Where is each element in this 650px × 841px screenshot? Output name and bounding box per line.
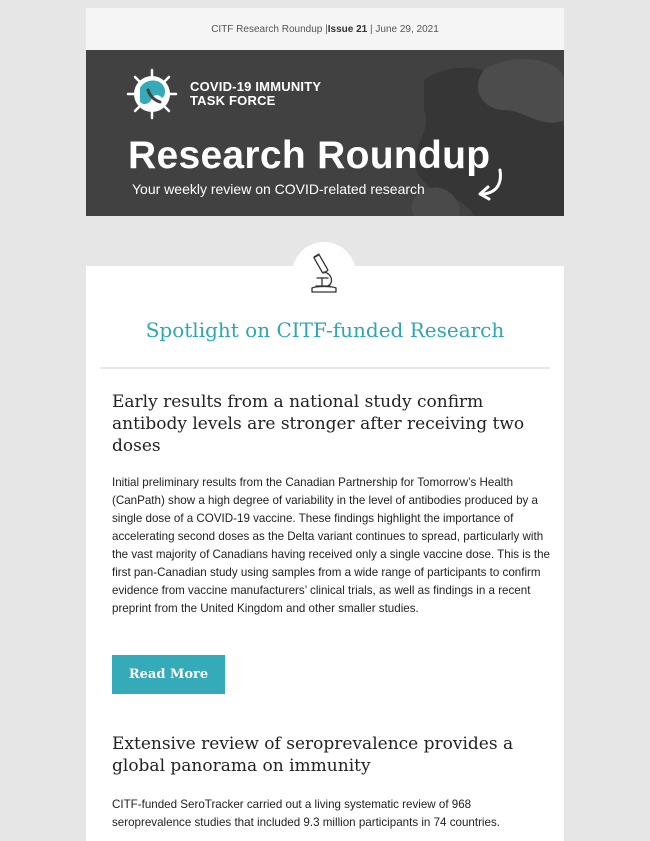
read-more-button[interactable]: Read More <box>112 655 225 694</box>
article-title-2[interactable]: Extensive review of seroprevalence provides a global panorama on immunity <box>112 734 514 776</box>
hero-title: Research Roundup <box>128 134 491 177</box>
microscope-icon <box>308 252 340 296</box>
curved-arrow-icon <box>472 168 508 202</box>
issue-number: Issue 21 <box>327 24 368 35</box>
hero-subtitle: Your weekly review on COVID-related research <box>132 181 425 197</box>
hero-banner <box>86 50 564 216</box>
issue-date: June 29, 2021 <box>375 24 439 35</box>
section-divider <box>100 367 550 369</box>
section-icon-badge <box>292 242 356 306</box>
newsletter-name: CITF Research Roundup <box>211 24 323 35</box>
organization-name: COVID-19 IMMUNITY TASK FORCE <box>190 79 322 108</box>
article-body-1: Initial preliminary results from the Canadian Partnership for Tomorrow’s Health (CanPath) show a high degree of variability in the level of antibodies produced by a single dose of a COVID-19 vaccine. These findings highlight the importance of accelerating second doses as the Delta variant continues to spread, particularly with the vast majority of Canadians having received only a single vaccine dose. This is the first pan-Canadian study using samples from a wide range of participants to confirm evidence from vaccine manufacturers’ clinical trials, as well as findings in a recent preprint from the United Kingdom and other smaller studies. <box>112 476 551 615</box>
article-title-1[interactable]: Early results from a national study confirm antibody levels are stronger after receiving two doses <box>112 392 525 456</box>
section-title: Spotlight on CITF-funded Research <box>145 318 505 342</box>
newsletter-header-bar: CITF Research Roundup |Issue 21 | June 29, 2021 <box>86 8 564 50</box>
article-body-2: CITF-funded SeroTracker carried out a living systematic review of 968 seroprevalence studies that included 9.3 million participants in 74 countries. <box>112 798 500 829</box>
citf-logo-icon <box>126 68 178 120</box>
